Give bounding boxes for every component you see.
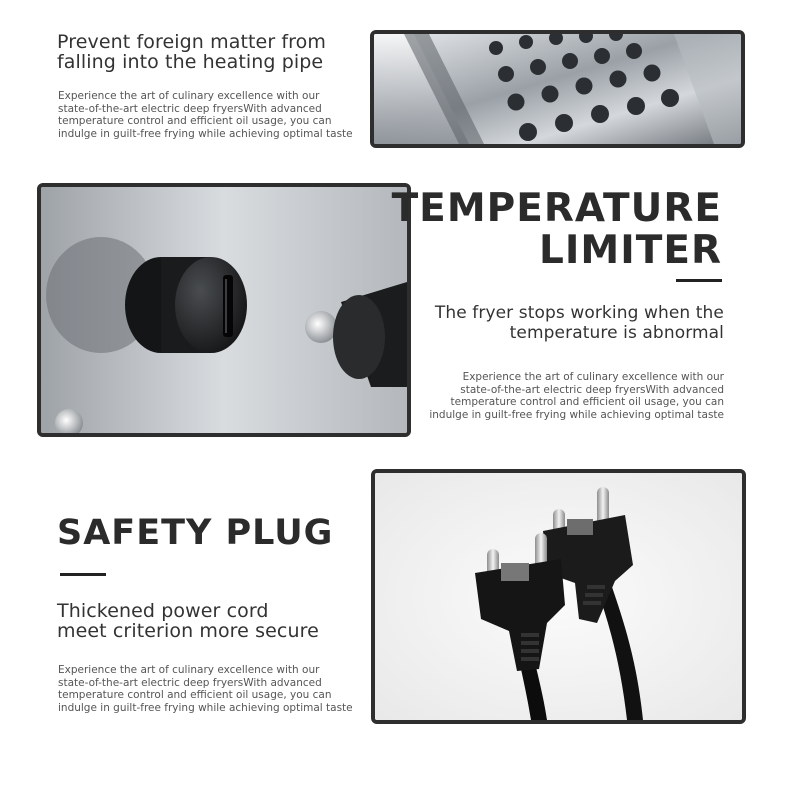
section3-body-line3: temperature control and efficient oil usage, you can [58, 689, 332, 701]
section3-body-line4: indulge in guilt-free frying while achieving optimal taste [58, 701, 353, 714]
section1-body-line3: temperature control and efficient oil usage, you can [58, 115, 332, 127]
section2-body-line1: Experience the art of culinary excellence with our [462, 371, 724, 383]
section2-divider [676, 279, 722, 282]
power-plug-photo [371, 469, 746, 724]
section2-body [429, 371, 724, 421]
section1-body-line1: Experience the art of culinary excellence with our [58, 90, 320, 102]
section1-heading-line2: falling into the heating pipe [57, 51, 324, 73]
section2-heading-line1: The fryer stops working when the [434, 303, 724, 323]
section3-body [58, 664, 353, 714]
temperature-limiter-title-line2: LIMITER [539, 228, 722, 273]
plug-image [375, 473, 742, 720]
section3-heading-line1: Thickened power cord [57, 600, 269, 622]
temperature-limiter-knob-photo [37, 183, 411, 437]
section3-body-line2: state-of-the-art electric deep fryersWith advanced [58, 676, 322, 689]
section1-body-line4: indulge in guilt-free frying while achieving optimal taste [58, 127, 353, 140]
temperature-limiter-title-line1: TEMPERATURE [391, 186, 722, 231]
section2-body-line2: state-of-the-art electric deep fryersWith advanced [460, 383, 724, 396]
section1-heading-line1: Prevent foreign matter from [57, 31, 326, 53]
section1-heading [57, 32, 326, 72]
section3-body-line1: Experience the art of culinary excellence with our [58, 664, 320, 676]
section1-body-line2: state-of-the-art electric deep fryersWith advanced [58, 102, 322, 115]
section2-heading-line2: temperature is abnormal [509, 323, 724, 343]
temperature-limiter-title [392, 188, 722, 272]
section2-body-line3: temperature control and efficient oil usage, you can [450, 396, 724, 408]
steel-mesh-filter-photo [370, 30, 745, 148]
section3-heading-line2: meet criterion more secure [57, 620, 319, 642]
section3-divider [60, 573, 106, 576]
knob-image [41, 187, 407, 433]
section2-body-line4: indulge in guilt-free frying while achieving optimal taste [429, 408, 724, 421]
section2-heading [435, 303, 724, 343]
steel-mesh-image [374, 34, 741, 144]
section1-body [58, 90, 353, 140]
safety-plug-title: SAFETY PLUG [57, 513, 334, 553]
section3-heading [57, 601, 319, 641]
